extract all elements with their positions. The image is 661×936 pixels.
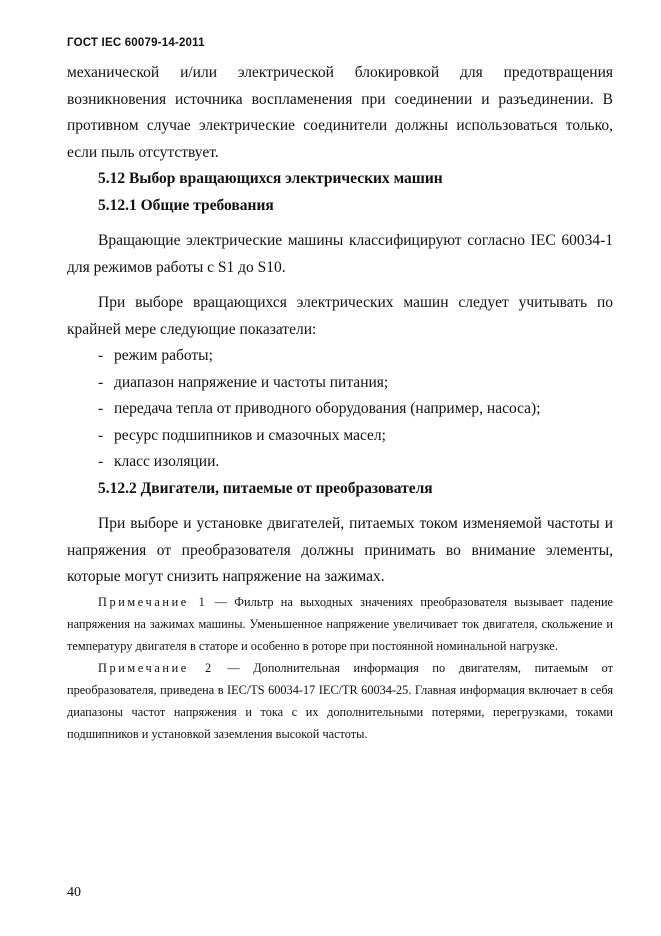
list-dash: - — [98, 426, 104, 444]
list-item-text: диапазон напряжение и частоты питания; — [114, 373, 389, 391]
page-number: 40 — [67, 885, 81, 900]
section-heading-5-12: 5.12 Выбор вращающихся электрических машин — [98, 170, 443, 187]
list-item-text: класс изоляции. — [114, 453, 220, 470]
list-dash: - — [98, 373, 104, 391]
note-2-dash: — — [227, 660, 240, 675]
list-dash: - — [98, 400, 104, 417]
paragraph-selection-criteria: При выборе вращающихся электрических машин следует учитывать по крайней мере следующие показатели: — [67, 294, 613, 338]
list-item-text: ресурс подшипников и смазочных масел; — [114, 426, 386, 444]
note-1-label: Примечание 1 — [98, 594, 208, 609]
intro-paragraph: механической и/или электрической блокировкой для предотвращения возникновения источника воспламенения при соединении и разъединении. В противном случае электрические соединители должны использоваться только, если пыль отсутствует. — [67, 64, 613, 161]
document-body — [67, 60, 613, 745]
list-item — [67, 423, 613, 450]
note-2 — [67, 657, 613, 745]
section-heading-5-12-2: 5.12.2 Двигатели, питаемые от преобразователя — [98, 479, 433, 497]
note-1 — [67, 591, 613, 657]
note-1-dash: — — [214, 594, 227, 609]
list-dash: - — [98, 347, 104, 364]
list-dash: - — [98, 453, 104, 470]
list-item — [67, 449, 613, 476]
note-2-label: Примечание 2 — [98, 660, 214, 675]
list-item — [67, 343, 613, 370]
section-heading-5-12-1: 5.12.1 Общие требования — [98, 196, 274, 214]
paragraph-classification: Вращающие электрические машины классифицируют согласно IEC 60034-1 для режимов работы с S1 до S10. — [67, 232, 613, 276]
list-item — [67, 370, 613, 397]
note-2-text: Дополнительная информация по двигателям, питаемым от преобразователя, приведена в IEC/TS 60034-17 IEC/TR 60034-25. Главная информация включает в себя диапазоны частот напряжения и тока с их дополнительными потерями, перегрузками, токами подшипников и установкой заземления высокой частоты. — [67, 660, 613, 741]
list-item-text: режим работы; — [114, 347, 213, 364]
list-item — [67, 396, 613, 423]
list-item-text: передача тепла от приводного оборудования (например, насоса); — [114, 400, 541, 417]
document-header: ГОСТ IEC 60079-14-2011 — [67, 37, 205, 49]
paragraph-converter-motors: При выборе и установке двигателей, питаемых током изменяемой частоты и напряжения от преобразователя должны принимать во внимание элементы, которые могут снизить напряжение на зажимах. — [67, 515, 613, 585]
note-1-text: Фильтр на выходных значениях преобразователя вызывает падение напряжения на зажимах машины. Уменьшенное напряжение увеличивает ток двигателя, скольжение и температуру двигателя в статоре и особенно в роторе при постоянной номинальной нагрузке. — [67, 594, 614, 653]
